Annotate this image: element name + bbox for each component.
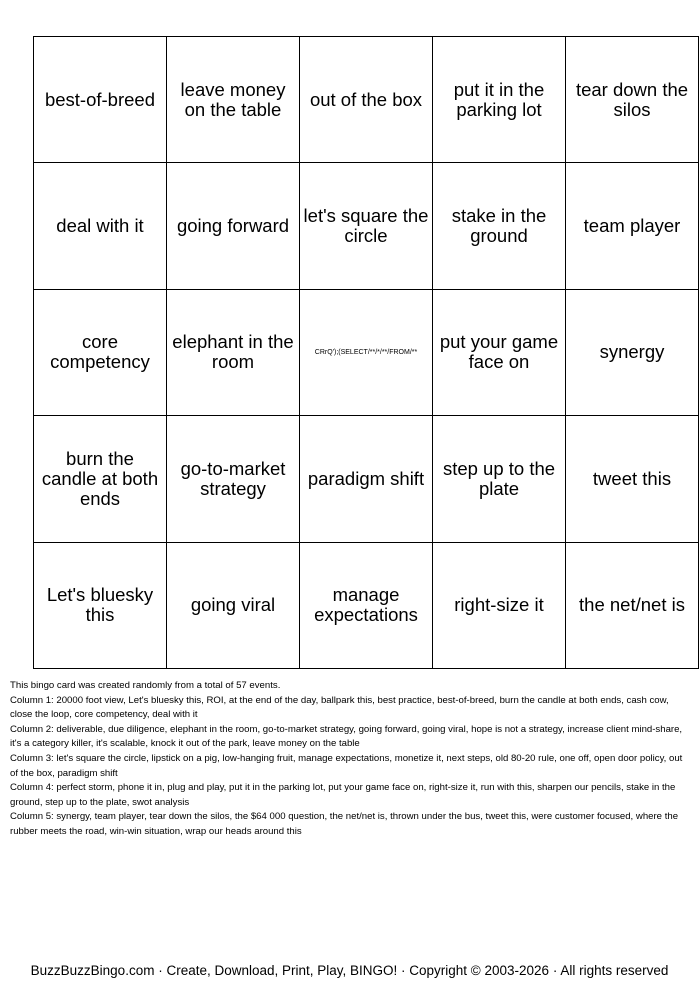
bingo-cell: manage expectations	[300, 542, 433, 668]
bingo-cell: let's square the circle	[300, 163, 433, 289]
bingo-row	[34, 37, 699, 163]
notes-column-list: Column 4: perfect storm, phone it in, plug and play, put it in the parking lot, put your game face on, right-size it, run with this, sharpen our pencils, stake in the ground, step up to the plate, swot analysis	[10, 782, 676, 808]
bingo-cell: deal with it	[34, 163, 167, 289]
bingo-cell: the net/net is	[566, 542, 699, 668]
bingo-row	[34, 163, 699, 289]
page-footer: BuzzBuzzBingo.com · Create, Download, Print, Play, BINGO! · Copyright © 2003-2026 · All rights reserved	[30, 963, 669, 978]
card-notes	[10, 679, 690, 840]
bingo-cell: right-size it	[433, 542, 566, 668]
notes-column-list: Column 5: synergy, team player, tear down the silos, the $64 000 question, the net/net is, thrown under the bus, tweet this, were customer focused, where the rubber meets the road, win-win situation, wrap our heads around this	[10, 811, 679, 837]
bingo-cell: going viral	[167, 542, 300, 668]
bingo-cell: tweet this	[566, 416, 699, 542]
notes-column-list: Column 1: 20000 foot view, Let's bluesky this, ROI, at the end of the day, ballpark this, best practice, best-of-breed, burn the candle at both ends, cash cow, close the loop, core competency, deal with it	[10, 694, 669, 721]
bingo-cell: put it in the parking lot	[433, 37, 566, 163]
bingo-cell: core competency	[34, 289, 167, 415]
notes-column-list: Column 2: deliverable, due diligence, elephant in the room, go-to-market strategy, going forward, going viral, hope is not a strategy, increase client mind-share, it's a category killer, it's scalable, knock it out of the park, leave money on the table	[10, 723, 683, 750]
bingo-cell: out of the box	[300, 37, 433, 163]
bingo-cell: elephant in the room	[167, 289, 300, 415]
bingo-cell: best-of-breed	[34, 37, 167, 163]
bingo-cell: tear down the silos	[566, 37, 699, 163]
bingo-row	[34, 416, 699, 542]
bingo-cell: paradigm shift	[300, 416, 433, 542]
bingo-cell: burn the candle at both ends	[34, 416, 167, 542]
bingo-cell: put your game face on	[433, 289, 566, 415]
bingo-cell: Let's bluesky this	[34, 542, 167, 668]
bingo-cell: team player	[566, 163, 699, 289]
bingo-cell: synergy	[566, 289, 699, 415]
bingo-row	[34, 542, 699, 668]
bingo-cell: stake in the ground	[433, 163, 566, 289]
bingo-cell: step up to the plate	[433, 416, 566, 542]
bingo-cell: going forward	[167, 163, 300, 289]
bingo-row	[34, 289, 699, 415]
bingo-center-cell: CRrQ');(SELECT/**/*/**/FROM/**	[300, 289, 433, 415]
bingo-card-grid	[33, 36, 699, 669]
notes-column-list: Column 3: let's square the circle, lipstick on a pig, low-hanging fruit, manage expectations, monetize it, next steps, old 80-20 rule, one off, open door policy, out of the box, paradigm shift	[10, 752, 683, 779]
bingo-cell: go-to-market strategy	[167, 416, 300, 542]
notes-intro: This bingo card was created randomly from a total of 57 events.	[10, 680, 281, 691]
bingo-cell: leave money on the table	[167, 37, 300, 163]
